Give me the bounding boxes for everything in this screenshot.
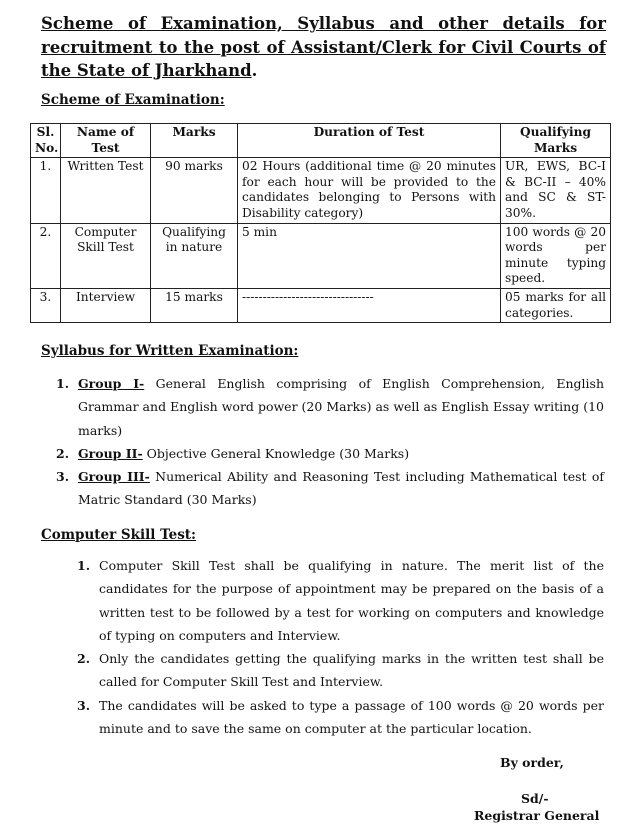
cell-test-name: Interview — [61, 288, 151, 322]
col-header-qualifying-marks: Qualifying Marks — [501, 124, 611, 158]
list-number: 3. — [56, 469, 70, 485]
list-item-text: The candidates will be asked to type a passage of 100 words @ 20 words per minute and to save the same on computer at the particular location. — [99, 697, 604, 737]
cell-qualifying-marks: 100 words @ 20 words per minute typing speed. — [501, 223, 611, 288]
cell-sl-no: 3. — [31, 288, 61, 322]
computer-skill-list — [77, 554, 604, 740]
group-description: General English comprising of English Comprehension, English Grammar and English word power (20 Marks) as well as English Essay writing (10 marks) — [78, 376, 604, 438]
col-header-duration: Duration of Test — [238, 124, 501, 158]
group-label: Group I- — [78, 376, 145, 391]
document-title — [41, 12, 606, 83]
title-line-3: the State of Jharkhand — [41, 61, 252, 80]
col-header-name-of-test: Name of Test — [61, 124, 151, 158]
computer-skill-heading: Computer Skill Test: — [41, 527, 197, 543]
cell-marks: 15 marks — [151, 288, 238, 322]
cell-test-name: Computer Skill Test — [61, 223, 151, 288]
group-description: Numerical Ability and Reasoning Test including Mathematical test of Matric Standard (30 Marks) — [78, 469, 604, 508]
registrar-designation: Registrar General — [474, 808, 600, 823]
list-number: 1. — [77, 558, 91, 573]
group-description: Objective General Knowledge (30 Marks) — [142, 445, 410, 461]
list-item — [56, 465, 604, 512]
list-item — [77, 647, 604, 694]
table-row — [31, 288, 611, 322]
cell-duration: 5 min — [238, 223, 501, 288]
cell-marks: Qualifying in nature — [151, 223, 238, 288]
list-number: 3. — [77, 697, 91, 713]
list-item — [56, 442, 604, 465]
list-item-text: Computer Skill Test shall be qualifying in nature. The merit list of the candidates for the purpose of appointment may be prepared on the basis of a written test to be followed by a test for working on computers and knowledge of typing on computers and Interview. — [99, 558, 604, 643]
title-line-2: recruitment to the post of Assistant/Clerk for Civil Courts of — [41, 37, 606, 57]
syllabus-heading: Syllabus for Written Examination: — [41, 343, 299, 359]
title-period: . — [251, 61, 258, 80]
title-line-1: Scheme of Examination, Syllabus and other details for — [41, 14, 606, 33]
group-label: Group II- — [78, 445, 143, 461]
cell-duration: -------------------------------- — [238, 288, 501, 322]
cell-qualifying-marks: UR, EWS, BC-I & BC-II – 40% and SC & ST- 30%. — [501, 158, 611, 223]
cell-sl-no: 1. — [31, 158, 61, 223]
by-order-text: By order, — [500, 755, 564, 770]
col-header-sl-no: Sl. No. — [31, 124, 61, 158]
list-item — [56, 372, 604, 442]
table-header-row — [31, 124, 611, 158]
scheme-table — [30, 123, 611, 323]
cell-marks: 90 marks — [151, 158, 238, 223]
scheme-heading: Scheme of Examination: — [41, 92, 225, 108]
cell-sl-no: 2. — [31, 223, 61, 288]
table-row — [31, 223, 611, 288]
cell-duration: 02 Hours (additional time @ 20 minutes for each hour will be provided to the candidates belonging to Persons with Disability category) — [238, 158, 501, 223]
table-row — [31, 158, 611, 223]
list-item-text: Only the candidates getting the qualifying marks in the written test shall be called for Computer Skill Test and Interview. — [99, 651, 604, 690]
cell-test-name: Written Test — [61, 158, 151, 223]
list-item — [77, 554, 604, 647]
syllabus-list — [56, 372, 604, 512]
cell-qualifying-marks: 05 marks for all categories. — [501, 288, 611, 322]
list-number: 2. — [77, 651, 91, 667]
list-number: 1. — [56, 376, 70, 391]
col-header-marks: Marks — [151, 124, 238, 158]
list-item — [77, 694, 604, 741]
list-number: 2. — [56, 445, 70, 461]
group-label: Group III- — [78, 469, 150, 485]
signed-text: Sd/- — [521, 791, 549, 806]
